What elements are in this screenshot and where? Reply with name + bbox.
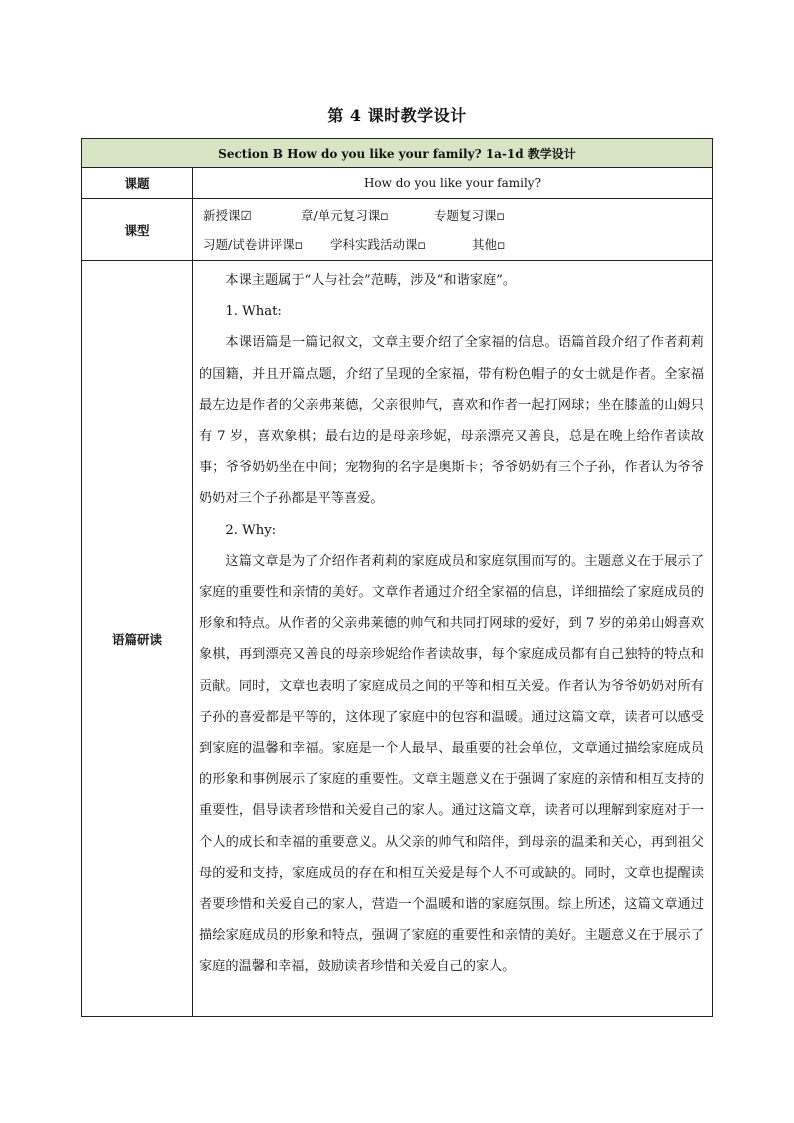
option-other[interactable]: 其他▫ (472, 236, 506, 252)
text-analysis-content (193, 261, 713, 1017)
text-analysis-label: 语篇研读 (82, 261, 193, 1017)
analysis-intro: 本课主题属于“人与社会”范畴，涉及“和谐家庭”。 (225, 273, 517, 288)
topic-label: 课题 (82, 168, 193, 199)
analysis-why-body: 这篇文章是为了介绍作者莉莉的家庭成员和家庭氛围而写的。主题意义在于展示了家庭的重要性和亲情的美好。文章作者通过介绍全家福的信息，详细描绘了家庭成员的形象和特点。从作者的父亲弗莱德的帅气和共同打网球的爱好，到 7 岁的弟弟山姆喜欢象棋，再到漂亮又善良的母亲珍妮给作者读故事，每个家庭成员都有自己独特的特点和贡献。同时，文章也表明了家庭成员之间的平等和相互关爱。作者认为爷爷奶奶对所有子孙的喜爱都是平等的，这体现了家庭中的包容和温暖。通过这篇文章，读者可以感受到家庭的温馨和幸福。家庭是一个人最早、最重要的社会单位，文章通过描绘家庭成员的形象和事例展示了家庭的重要性。文章主题意义在于强调了家庭的亲情和相互支持的重要性，倡导读者珍惜和关爱自己的家人。通过这篇文章，读者可以理解到家庭对于一个人的成长和幸福的重要意义。从父亲的帅气和陪伴，到母亲的温柔和关心，再到祖父母的爱和支持，家庭成员的存在和相互关爱是每个人不可或缺的。同时，文章也提醒读者要珍惜和关爱自己的家人，营造一个温暖和谐的家庭氛围。综上所述，这篇文章通过描绘家庭成员的形象和特点，强调了家庭的重要性和亲情的美好。主题意义在于展示了家庭的温馨和幸福，鼓励读者珍惜和关爱自己的家人。 (199, 553, 704, 975)
option-practice-activity[interactable]: 学科实践活动课▫ (330, 236, 426, 252)
page-title: 第 4 课时教学设计 (327, 106, 467, 125)
option-unit-review[interactable]: 章/单元复习课▫ (301, 207, 389, 223)
lesson-type-row (82, 199, 713, 261)
table-header-row (82, 139, 713, 168)
analysis-what-heading: 1. What: (225, 304, 282, 320)
table-header: Section B How do you like your family? 1a-1d 教学设计 (82, 139, 713, 168)
option-topic-review[interactable]: 专题复习课▫ (434, 207, 505, 223)
lesson-type-options (193, 199, 713, 261)
lesson-design-table (81, 138, 713, 1017)
analysis-what-body: 本课语篇是一篇记叙文，文章主要介绍了全家福的信息。语篇首段介绍了作者莉莉的国籍，并且开篇点题，介绍了呈现的全家福，带有粉色帽子的女士就是作者。全家福最左边是作者的父亲弗莱德，父亲很帅气，喜欢和作者一起打网球；坐在膝盖的山姆只有 7 岁，喜欢象棋；最右边的是母亲珍妮，母亲漂亮又善良，总是在晚上给作者读故事；爷爷奶奶坐在中间；宠物狗的名字是奥斯卡；爷爷奶奶有三个子孙，作者认为爷爷奶奶对三个子孙都是平等喜爱。 (199, 335, 704, 507)
lesson-type-label: 课型 (82, 199, 193, 261)
option-new-lesson[interactable]: 新授课☑ (203, 207, 252, 223)
text-analysis-row (82, 261, 713, 1017)
lesson-type-line-2 (193, 230, 712, 259)
topic-row (82, 168, 713, 199)
option-exercise-review[interactable]: 习题/试卷讲评课▫ (203, 236, 304, 252)
lesson-type-line-1 (193, 201, 712, 230)
analysis-why-heading: 2. Why: (225, 522, 277, 538)
topic-value: How do you like your family? (193, 168, 713, 199)
